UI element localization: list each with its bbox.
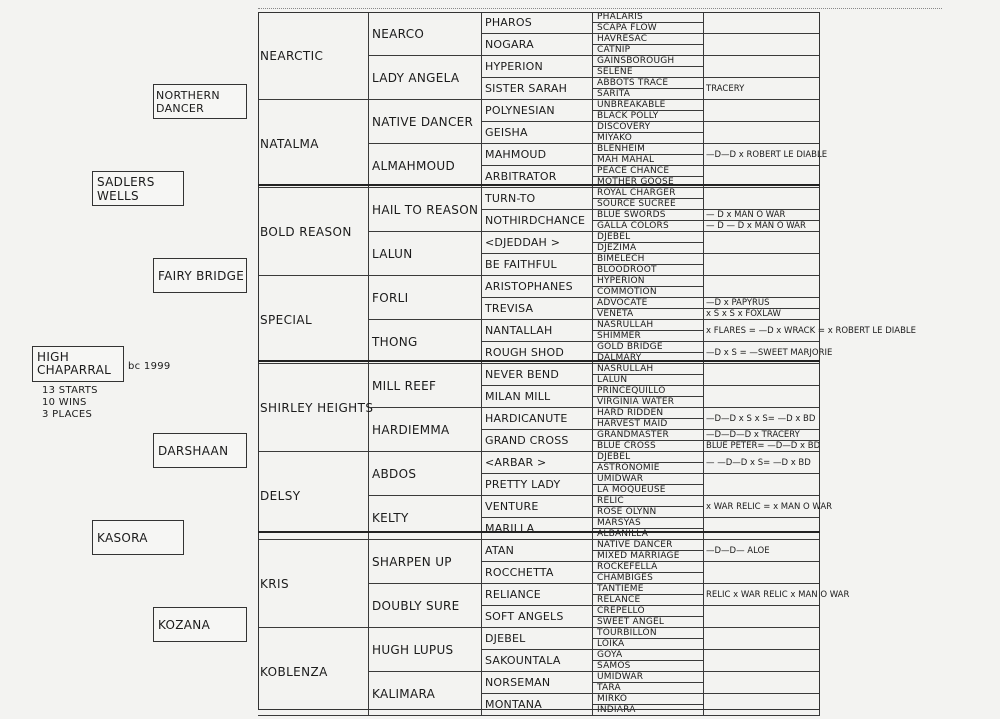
gen3-cell: KOBLENZA bbox=[258, 628, 369, 716]
divider-line bbox=[258, 184, 820, 186]
gen6-cell: COMMOTION bbox=[593, 287, 704, 298]
gen6-cell: SWEET ANGEL bbox=[593, 617, 704, 628]
gen6-cell: UNBREAKABLE bbox=[593, 100, 704, 111]
gen6-cell: GRANDMASTER bbox=[593, 430, 704, 441]
gen6-cell: GOYA bbox=[593, 650, 704, 661]
gen6-cell: HARD RIDDEN bbox=[593, 408, 704, 419]
subject-birth: bc 1999 bbox=[128, 361, 171, 372]
record-starts: 13 STARTS bbox=[42, 385, 98, 396]
gen5-cell: RELIANCE bbox=[482, 584, 593, 606]
gen2-box: FAIRY BRIDGE bbox=[153, 258, 247, 293]
gen6-cell: DJEBEL bbox=[593, 232, 704, 243]
gen6-cell: ADVOCATE bbox=[593, 298, 704, 309]
notes-cell bbox=[704, 474, 820, 496]
inbreeding-note: —D—D— ALOE bbox=[704, 540, 820, 562]
gen6-cell: GOLD BRIDGE bbox=[593, 342, 704, 353]
notes-cell bbox=[704, 694, 820, 716]
gen5-cell: NOTHIRDCHANCE bbox=[482, 210, 593, 232]
inbreeding-note: RELIC x WAR RELIC x MAN O WAR bbox=[704, 584, 820, 606]
gen5-cell: <ARBAR > bbox=[482, 452, 593, 474]
gen4-cell: MILL REEF bbox=[369, 364, 482, 408]
gen6-cell: HAVRESAC bbox=[593, 34, 704, 45]
gen6-cell: CATNIP bbox=[593, 45, 704, 56]
gen2-box: KOZANA bbox=[153, 607, 247, 642]
inbreeding-note: —D—D x S x S= —D x BD bbox=[704, 408, 820, 430]
gen6-cell: NATIVE DANCER bbox=[593, 540, 704, 551]
gen6-cell: ABBOTS TRACE bbox=[593, 78, 704, 89]
gen6-cell: UMIDWAR bbox=[593, 474, 704, 485]
gen5-cell: NANTALLAH bbox=[482, 320, 593, 342]
gen6-cell: DJEZIMA bbox=[593, 243, 704, 254]
gen4-cell: LALUN bbox=[369, 232, 482, 276]
inbreeding-note: — D — D x MAN O WAR bbox=[704, 221, 820, 232]
inbreeding-note: —D—D—D x TRACERY bbox=[704, 430, 820, 441]
gen6-cell: SOURCE SUCREE bbox=[593, 199, 704, 210]
gen6-cell: BIMELECH bbox=[593, 254, 704, 265]
gen5-cell: ARBITRATOR bbox=[482, 166, 593, 188]
gen5-cell: <DJEDDAH > bbox=[482, 232, 593, 254]
gen4-cell: ABDOS bbox=[369, 452, 482, 496]
gen6-cell: SHIMMER bbox=[593, 331, 704, 342]
gen6-cell: LALUN bbox=[593, 375, 704, 386]
gen4-cell: HAIL TO REASON bbox=[369, 188, 482, 232]
gen6-cell: BLACK POLLY bbox=[593, 111, 704, 122]
notes-cell bbox=[704, 628, 820, 650]
gen5-cell: HARDICANUTE bbox=[482, 408, 593, 430]
gen5-cell: NORSEMAN bbox=[482, 672, 593, 694]
gen6-cell: MARSYAS bbox=[593, 518, 704, 529]
notes-cell bbox=[704, 672, 820, 694]
gen6-cell: DJEBEL bbox=[593, 452, 704, 463]
gen5-cell: ROUGH SHOD bbox=[482, 342, 593, 364]
notes-cell bbox=[704, 254, 820, 276]
notes-cell bbox=[704, 122, 820, 144]
gen4-cell: KELTY bbox=[369, 496, 482, 540]
gen6-cell: RELIC bbox=[593, 496, 704, 507]
gen5-cell: BE FAITHFUL bbox=[482, 254, 593, 276]
subject-name-line1: HIGH bbox=[37, 350, 70, 364]
notes-cell bbox=[704, 56, 820, 78]
gen5-cell: MARILLA bbox=[482, 518, 593, 540]
gen4-cell: HUGH LUPUS bbox=[369, 628, 482, 672]
gen5-cell: TURN-TO bbox=[482, 188, 593, 210]
notes-cell bbox=[704, 386, 820, 408]
gen6-cell: HARVEST MAID bbox=[593, 419, 704, 430]
inbreeding-note: —D x PAPYRUS bbox=[704, 298, 820, 309]
gen3-cell: BOLD REASON bbox=[258, 188, 369, 276]
gen6-cell: RELANCE bbox=[593, 595, 704, 606]
gen5-cell: VENTURE bbox=[482, 496, 593, 518]
gen5-cell: GRAND CROSS bbox=[482, 430, 593, 452]
gen6-cell: SAMOS bbox=[593, 661, 704, 672]
gen3-cell: NATALMA bbox=[258, 100, 369, 188]
gen6-cell: NASRULLAH bbox=[593, 364, 704, 375]
gen6-cell: ASTRONOMIE bbox=[593, 463, 704, 474]
gen6-cell: GALLA COLORS bbox=[593, 221, 704, 232]
notes-cell bbox=[704, 12, 820, 34]
inbreeding-note: TRACERY bbox=[704, 78, 820, 100]
top-dotted-line bbox=[258, 8, 942, 9]
gen6-cell: ROYAL CHARGER bbox=[593, 188, 704, 199]
gen3-cell: KRIS bbox=[258, 540, 369, 628]
gen6-cell: VIRGINIA WATER bbox=[593, 397, 704, 408]
gen5-cell: MILAN MILL bbox=[482, 386, 593, 408]
gen5-cell: GEISHA bbox=[482, 122, 593, 144]
gen6-cell: MAH MAHAL bbox=[593, 155, 704, 166]
gen6-cell: SARITA bbox=[593, 89, 704, 100]
gen5-cell: NOGARA bbox=[482, 34, 593, 56]
gen6-cell: INDIARA bbox=[593, 705, 704, 716]
gen6-cell: GAINSBOROUGH bbox=[593, 56, 704, 67]
gen5-cell: POLYNESIAN bbox=[482, 100, 593, 122]
pedigree-table bbox=[258, 12, 917, 715]
inbreeding-note: — —D—D x S= —D x BD bbox=[704, 452, 820, 474]
gen6-cell: ROCKEFELLA bbox=[593, 562, 704, 573]
gen6-cell: PHALARIS bbox=[593, 12, 704, 23]
gen6-cell: PRINCEQUILLO bbox=[593, 386, 704, 397]
notes-cell bbox=[704, 364, 820, 386]
gen4-cell: ALMAHMOUD bbox=[369, 144, 482, 188]
gen6-cell: UMIDWAR bbox=[593, 672, 704, 683]
notes-cell bbox=[704, 518, 820, 540]
subject-name-line2: CHAPARRAL bbox=[37, 363, 112, 377]
gen2-box: NORTHERN DANCER bbox=[153, 84, 247, 119]
gen4-cell: HARDIEMMA bbox=[369, 408, 482, 452]
gen6-cell: BLENHEIM bbox=[593, 144, 704, 155]
notes-cell bbox=[704, 606, 820, 628]
gen3-cell: DELSY bbox=[258, 452, 369, 540]
sire-box: SADLERS WELLS bbox=[92, 171, 184, 206]
gen4-cell: DOUBLY SURE bbox=[369, 584, 482, 628]
gen4-cell: FORLI bbox=[369, 276, 482, 320]
gen6-cell: MIRKO bbox=[593, 694, 704, 705]
gen5-cell: SISTER SARAH bbox=[482, 78, 593, 100]
gen6-cell: DALMARY bbox=[593, 353, 704, 364]
gen3-cell: SPECIAL bbox=[258, 276, 369, 364]
gen5-cell: ROCCHETTA bbox=[482, 562, 593, 584]
gen5-cell: ATAN bbox=[482, 540, 593, 562]
gen4-cell: NEARCO bbox=[369, 12, 482, 56]
divider-line bbox=[258, 360, 820, 362]
dam-box: KASORA bbox=[92, 520, 184, 555]
gen6-cell: DISCOVERY bbox=[593, 122, 704, 133]
gen6-cell: TANTIEME bbox=[593, 584, 704, 595]
gen6-cell: SCAPA FLOW bbox=[593, 23, 704, 34]
gen5-cell: MAHMOUD bbox=[482, 144, 593, 166]
gen6-cell: MIYAKO bbox=[593, 133, 704, 144]
notes-cell bbox=[704, 650, 820, 672]
gen5-cell: ARISTOPHANES bbox=[482, 276, 593, 298]
gen6-cell: HYPERION bbox=[593, 276, 704, 287]
inbreeding-note: x FLARES = —D x WRACK = x ROBERT LE DIABLE bbox=[704, 320, 820, 342]
gen6-cell: LA MOQUEUSE bbox=[593, 485, 704, 496]
divider-line bbox=[258, 531, 820, 533]
gen6-cell: BLOODROOT bbox=[593, 265, 704, 276]
gen6-cell: SELENE bbox=[593, 67, 704, 78]
record-wins: 10 WINS bbox=[42, 397, 87, 408]
subject-box bbox=[32, 346, 124, 382]
gen5-cell: SOFT ANGELS bbox=[482, 606, 593, 628]
inbreeding-note: x WAR RELIC = x MAN O WAR bbox=[704, 496, 820, 518]
gen3-cell: NEARCTIC bbox=[258, 12, 369, 100]
gen4-cell: LADY ANGELA bbox=[369, 56, 482, 100]
gen6-cell: CREPELLO bbox=[593, 606, 704, 617]
notes-cell bbox=[704, 188, 820, 210]
notes-cell bbox=[704, 34, 820, 56]
notes-cell bbox=[704, 562, 820, 584]
inbreeding-note: —D x S = —SWEET MARJORIE bbox=[704, 342, 820, 364]
gen6-cell: MIXED MARRIAGE bbox=[593, 551, 704, 562]
gen6-cell: BLUE CROSS bbox=[593, 441, 704, 452]
inbreeding-note: — D x MAN O WAR bbox=[704, 210, 820, 221]
inbreeding-note: BLUE PETER= —D—D x BD bbox=[706, 441, 821, 451]
gen4-cell: NATIVE DANCER bbox=[369, 100, 482, 144]
inbreeding-note: —D—D x ROBERT LE DIABLE bbox=[704, 144, 820, 166]
gen5-cell: HYPERION bbox=[482, 56, 593, 78]
gen5-cell: TREVISA bbox=[482, 298, 593, 320]
gen6-cell: LOIKA bbox=[593, 639, 704, 650]
gen6-cell: PEACE CHANCE bbox=[593, 166, 704, 177]
gen5-cell: SAKOUNTALA bbox=[482, 650, 593, 672]
notes-cell bbox=[704, 100, 820, 122]
gen4-cell: THONG bbox=[369, 320, 482, 364]
gen5-cell: MONTANA bbox=[482, 694, 593, 716]
inbreeding-note: x S x S x FOXLAW bbox=[704, 309, 820, 320]
notes-cell bbox=[704, 276, 820, 298]
gen3-cell: SHIRLEY HEIGHTS bbox=[258, 364, 369, 452]
notes-cell bbox=[704, 232, 820, 254]
gen5-cell: PRETTY LADY bbox=[482, 474, 593, 496]
gen5-cell: NEVER BEND bbox=[482, 364, 593, 386]
gen5-cell: PHAROS bbox=[482, 12, 593, 34]
gen6-cell: BLUE SWORDS bbox=[593, 210, 704, 221]
gen2-box: DARSHAAN bbox=[153, 433, 247, 468]
record-places: 3 PLACES bbox=[42, 409, 93, 420]
gen5-cell: DJEBEL bbox=[482, 628, 593, 650]
gen6-cell: MOTHER GOOSE bbox=[593, 177, 704, 188]
gen6-cell: TOURBILLON bbox=[593, 628, 704, 639]
subject-record bbox=[42, 385, 98, 421]
gen6-cell: NASRULLAH bbox=[593, 320, 704, 331]
gen6-cell: ROSE OLYNN bbox=[593, 507, 704, 518]
gen6-cell: ALBANILLA bbox=[593, 529, 704, 540]
gen6-cell: VENETA bbox=[593, 309, 704, 320]
gen4-cell: KALIMARA bbox=[369, 672, 482, 716]
gen6-cell: CHAMBIGES bbox=[593, 573, 704, 584]
gen6-cell: TARA bbox=[593, 683, 704, 694]
gen4-cell: SHARPEN UP bbox=[369, 540, 482, 584]
